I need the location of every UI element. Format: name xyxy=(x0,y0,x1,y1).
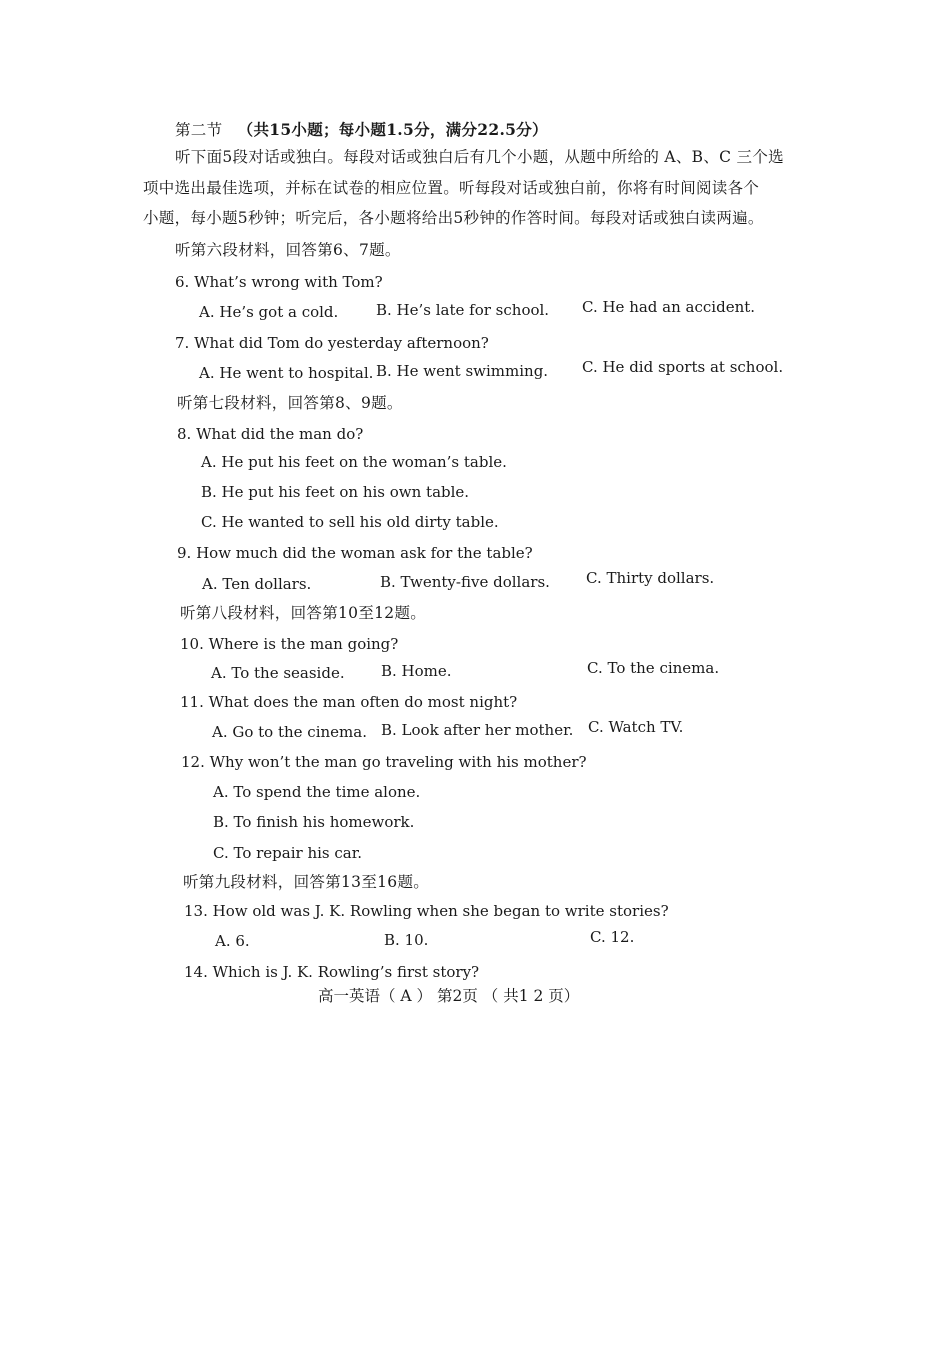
option-a: A. Ten dollars. xyxy=(202,575,312,593)
question-stem: 11. What does the man often do most night? xyxy=(180,693,518,711)
option-a: A. 6. xyxy=(215,932,250,950)
page-footer: 高一英语（ A ） 第2页 （ 共1 2 页） xyxy=(318,987,580,1005)
option-a: A. To spend the time alone. xyxy=(213,783,421,801)
option-c: C. He wanted to sell his old dirty table. xyxy=(201,513,499,531)
question-stem: 6. What’s wrong with Tom? xyxy=(175,273,383,291)
question-stem: 13. How old was J. K. Rowling when she began to write stories? xyxy=(184,902,669,920)
option-a: A. He’s got a cold. xyxy=(199,303,339,321)
option-b: B. He went swimming. xyxy=(376,362,549,380)
question-stem: 9. How much did the woman ask for the table? xyxy=(177,544,533,562)
option-c: C. To repair his car. xyxy=(213,844,363,862)
option-c: C. 12. xyxy=(590,928,635,946)
option-c: C. He did sports at school. xyxy=(582,358,784,376)
option-b: B. To finish his homework. xyxy=(213,813,415,831)
group-intro: 听第七段材料，回答第8、9题。 xyxy=(177,394,403,412)
instruction-line-1: 听下面5段对话或独白。每段对话或独白后有几个小题，从题中所给的 A、B、C 三个选 xyxy=(175,148,784,166)
group-intro: 听第八段材料，回答第10至12题。 xyxy=(180,604,427,622)
option-c: C. Watch TV. xyxy=(588,718,684,736)
instruction-line-2: 项中选出最佳选项，并标在试卷的相应位置。听每段对话或独白前，你将有时间阅读各个 xyxy=(143,179,760,197)
option-c: C. He had an accident. xyxy=(582,298,756,316)
option-a: A. Go to the cinema. xyxy=(212,723,367,741)
section-title xyxy=(175,120,548,140)
option-a: A. He went to hospital. xyxy=(199,364,374,382)
section-title-text: 第二节 xyxy=(175,121,223,139)
section-scoring: （共15小题；每小题1.5分，满分22.5分） xyxy=(237,120,548,139)
question-stem: 14. Which is J. K. Rowling’s first story? xyxy=(184,963,480,981)
option-a: A. To the seaside. xyxy=(211,664,345,682)
option-b: B. 10. xyxy=(384,931,429,949)
option-b: B. Twenty-five dollars. xyxy=(380,573,550,591)
option-b: B. Look after her mother. xyxy=(381,721,574,739)
question-stem: 12. Why won’t the man go traveling with his mother? xyxy=(181,753,587,771)
option-c: C. To the cinema. xyxy=(587,659,720,677)
instruction-line-3: 小题，每小题5秒钟；听完后，各小题将给出5秒钟的作答时间。每段对话或独白读两遍。 xyxy=(143,209,764,227)
option-c: C. Thirty dollars. xyxy=(586,569,715,587)
option-b: B. Home. xyxy=(381,662,452,680)
group-intro: 听第六段材料，回答第6、7题。 xyxy=(175,241,401,259)
group-intro: 听第九段材料，回答第13至16题。 xyxy=(183,873,430,891)
option-a: A. He put his feet on the woman’s table. xyxy=(201,453,507,471)
question-stem: 10. Where is the man going? xyxy=(180,635,399,653)
option-b: B. He’s late for school. xyxy=(376,301,550,319)
option-b: B. He put his feet on his own table. xyxy=(201,483,470,501)
question-stem: 8. What did the man do? xyxy=(177,425,364,443)
question-stem: 7. What did Tom do yesterday afternoon? xyxy=(175,334,489,352)
